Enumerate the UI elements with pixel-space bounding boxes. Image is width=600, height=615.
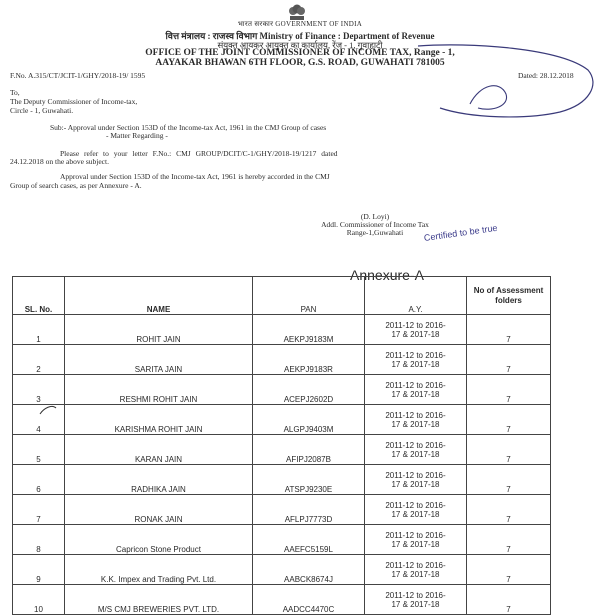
cell-pan: ATSPJ9230E (253, 465, 365, 495)
cell-pan: AEKPJ9183M (253, 315, 365, 345)
header-ay: A.Y. (365, 277, 467, 315)
cell-ay-line1: 2011-12 to 2016- (385, 590, 446, 600)
header-pan: PAN (253, 277, 365, 315)
header-government: भारत सरकार GOVERNMENT OF INDIA (237, 20, 363, 28)
table-row (13, 525, 551, 555)
cell-ay (365, 495, 467, 525)
addressee: The Deputy Commissioner of Income-tax, (10, 97, 138, 106)
to-label: To, (10, 88, 20, 97)
table-row (13, 465, 551, 495)
cell-ay-line2: 17 & 2017-18 (391, 479, 440, 489)
addressee-circle: Circle - 1, Guwahati. (10, 106, 74, 115)
cell-folders: 7 (467, 585, 551, 615)
letter-date: Dated: 28.12.2018 (518, 71, 574, 80)
cell-folders: 7 (467, 315, 551, 345)
letter-reference-number: F.No. A.315/CT/JCIT-1/GHY/2018-19/ 1595 (10, 71, 146, 80)
paragraph-1-cont: 24.12.2018 on the above subject. (10, 157, 109, 166)
header-office-hindi: संयुक्त आयकर आयुक्त का कार्यालय, रेंज - 1, गुवाहाटी (217, 40, 383, 50)
cell-name: RADHIKA JAIN (65, 465, 253, 495)
paragraph-2: Approval under Section 153D of the Income-tax Act, 1961 is hereby accorded in the CMJ (60, 172, 330, 181)
cell-ay (365, 525, 467, 555)
cell-sl-no: 2 (13, 345, 65, 375)
table-row (13, 495, 551, 525)
cell-ay-line1: 2011-12 to 2016- (385, 350, 446, 360)
cell-pan: ACEPJ2602D (253, 375, 365, 405)
cell-pan: ALGPJ9403M (253, 405, 365, 435)
subject-line: Sub:- Approval under Section 153D of the Income-tax Act, 1961 in the CMJ Group of cases (50, 123, 327, 132)
cell-ay-line1: 2011-12 to 2016- (385, 500, 446, 510)
cell-ay-line2: 17 & 2017-18 (391, 569, 440, 579)
cell-folders: 7 (467, 465, 551, 495)
cell-ay-line1: 2011-12 to 2016- (385, 380, 446, 390)
cell-pan: AFIPJ2087B (253, 435, 365, 465)
header-name: NAME (65, 277, 253, 315)
cell-sl-no: 4 (13, 405, 65, 435)
cell-ay-line2: 17 & 2017-18 (391, 359, 440, 369)
cell-folders: 7 (467, 495, 551, 525)
cell-pan: AEKPJ9183R (253, 345, 365, 375)
cell-sl-no: 1 (13, 315, 65, 345)
table-row (13, 435, 551, 465)
cell-folders: 7 (467, 555, 551, 585)
signatory-designation: Addl. Commissioner of Income Tax (321, 220, 429, 229)
cell-name: M/S CMJ BREWERIES PVT. LTD. (65, 585, 253, 615)
cell-ay-line1: 2011-12 to 2016- (385, 530, 446, 540)
cell-folders: 7 (467, 525, 551, 555)
annexure-table (12, 276, 551, 615)
table-row (13, 585, 551, 615)
cell-sl-no: 8 (13, 525, 65, 555)
subject-matter: - Matter Regarding - (106, 131, 168, 140)
header-folders: No of Assessment folders (467, 277, 551, 315)
header-sl-no: SL. No. (13, 277, 65, 315)
annexure-title: Annexure-A (350, 267, 424, 283)
cell-ay (365, 315, 467, 345)
cell-ay-line1: 2011-12 to 2016- (385, 440, 446, 450)
table-row (13, 315, 551, 345)
cell-ay-line1: 2011-12 to 2016- (385, 410, 446, 420)
cell-name: RONAK JAIN (65, 495, 253, 525)
header-address: AAYAKAR BHAWAN 6TH FLOOR, G.S. ROAD, GUWAHATI 781005 (155, 58, 445, 68)
certified-stamp: Certified to be true (423, 222, 499, 243)
cell-ay (365, 555, 467, 585)
cell-name: RESHMI ROHIT JAIN (65, 375, 253, 405)
cell-folders: 7 (467, 405, 551, 435)
cell-ay-line2: 17 & 2017-18 (391, 329, 440, 339)
cell-sl-no: 6 (13, 465, 65, 495)
cell-pan: AFLPJ7773D (253, 495, 365, 525)
cell-ay (365, 585, 467, 615)
signatory-office: Range-1,Guwahati (346, 228, 404, 237)
cell-sl-no: 7 (13, 495, 65, 525)
table-row (13, 555, 551, 585)
header-office: OFFICE OF THE JOINT COMMISSIONER OF INCOME TAX, Range - 1, (145, 48, 455, 58)
cell-name: ROHIT JAIN (65, 315, 253, 345)
cell-ay (365, 465, 467, 495)
cell-sl-no: 5 (13, 435, 65, 465)
cell-ay-line2: 17 & 2017-18 (391, 449, 440, 459)
cell-ay (365, 345, 467, 375)
cell-pan: AABCK8674J (253, 555, 365, 585)
cell-pan: AADCC4470C (253, 585, 365, 615)
table-header-row (13, 277, 551, 315)
table-row (13, 375, 551, 405)
cell-ay-line2: 17 & 2017-18 (391, 539, 440, 549)
cell-ay-line1: 2011-12 to 2016- (385, 560, 446, 570)
cell-ay (365, 405, 467, 435)
signatory-name: (D. Loyi) (360, 212, 390, 221)
table-row (13, 345, 551, 375)
cell-sl-no: 3 (13, 375, 65, 405)
cell-ay-line2: 17 & 2017-18 (391, 599, 440, 609)
cell-ay-line2: 17 & 2017-18 (391, 419, 440, 429)
paragraph-2-cont: Group of search cases, as per Annexure - A. (10, 181, 142, 190)
cell-ay-line2: 17 & 2017-18 (391, 509, 440, 519)
cell-name: KARAN JAIN (65, 435, 253, 465)
cell-pan: AAEFC5159L (253, 525, 365, 555)
cell-ay-line1: 2011-12 to 2016- (385, 320, 446, 330)
cell-name: K.K. Impex and Trading Pvt. Ltd. (65, 555, 253, 585)
cell-name: Capricon Stone Product (65, 525, 253, 555)
paragraph-1: Please refer to your letter F.No.: CMJ GROUP/DCIT/C-1/GHY/2018-19/1217 dated (60, 149, 338, 158)
cell-ay-line2: 17 & 2017-18 (391, 389, 440, 399)
cell-ay (365, 435, 467, 465)
header-ministry: वित्त मंत्रालय : राजस्व विभाग Ministry of Finance : Department of Revenue (165, 31, 435, 41)
cell-sl-no: 10 (13, 585, 65, 615)
cell-ay-line1: 2011-12 to 2016- (385, 470, 446, 480)
cell-folders: 7 (467, 375, 551, 405)
cell-name: SARITA JAIN (65, 345, 253, 375)
cell-name: KARISHMA ROHIT JAIN (65, 405, 253, 435)
cell-sl-no: 9 (13, 555, 65, 585)
cell-folders: 7 (467, 435, 551, 465)
table-row (13, 405, 551, 435)
cell-ay (365, 375, 467, 405)
cell-folders: 7 (467, 345, 551, 375)
